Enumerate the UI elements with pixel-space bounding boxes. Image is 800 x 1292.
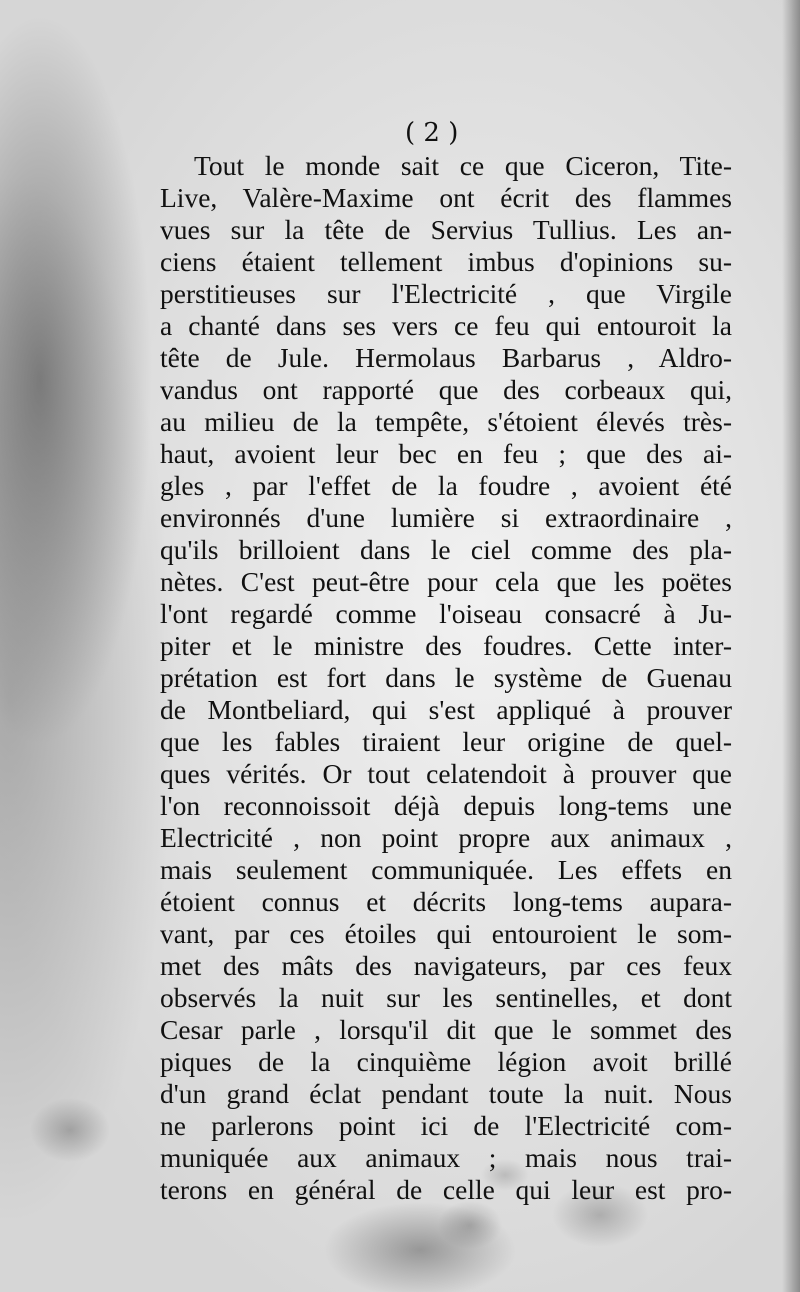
text-line: piques de la cinquième légion avoit brillé — [160, 1046, 732, 1077]
text-line: Tout le monde sait ce que Ciceron, Tite- — [194, 150, 732, 181]
text-line: Cesar parle , lorsqu'il dit que le sommet des — [160, 1014, 732, 1045]
text-line: prétation est fort dans le système de Guenau — [160, 662, 732, 693]
text-line: Live, Valère-Maxime ont écrit des flammes — [160, 182, 732, 213]
text-line: l'on reconnoissoit déjà depuis long-tems une — [160, 790, 732, 821]
text-line: gles , par l'effet de la foudre , avoient été — [160, 470, 732, 501]
text-line: qu'ils brilloient dans le ciel comme des pla- — [160, 534, 732, 565]
text-line: vues sur la tête de Servius Tullius. Les an- — [160, 214, 732, 245]
text-line: Electricité , non point propre aux animaux , — [160, 822, 732, 853]
text-line: perstitieuses sur l'Electricité , que Virgile — [160, 278, 732, 309]
text-line: muniquée aux animaux ; mais nous trai- — [160, 1142, 732, 1173]
text-line: d'un grand éclat pendant toute la nuit. Nous — [160, 1078, 732, 1109]
text-line: vandus ont rapporté que des corbeaux qui, — [160, 374, 732, 405]
text-line: terons en général de celle qui leur est pro- — [160, 1174, 732, 1205]
text-line: mais seulement communiquée. Les effets en — [160, 854, 732, 885]
text-line: observés la nuit sur les sentinelles, et dont — [160, 982, 732, 1013]
page-edge-shadow — [782, 0, 800, 1292]
text-line: met des mâts des navigateurs, par ces feux — [160, 950, 732, 981]
body-text — [160, 150, 732, 1206]
text-line: vant, par ces étoiles qui entouroient le som- — [160, 918, 732, 949]
text-line: ciens étaient tellement imbus d'opinions su- — [160, 246, 732, 277]
text-line: ne parlerons point ici de l'Electricité com- — [160, 1110, 732, 1141]
text-line: nètes. C'est peut-être pour cela que les poëtes — [160, 566, 732, 597]
text-line: a chanté dans ses vers ce feu qui entouroit la — [160, 310, 732, 341]
text-line: que les fables tiraient leur origine de quel- — [160, 726, 732, 757]
text-line: de Montbeliard, qui s'est appliqué à prouver — [160, 694, 732, 725]
text-line: tête de Jule. Hermolaus Barbarus , Aldro- — [160, 342, 732, 373]
text-line: au milieu de la tempête, s'étoient élevés très- — [160, 406, 732, 437]
text-line: piter et le ministre des foudres. Cette inter- — [160, 630, 732, 661]
text-line: étoient connus et décrits long-tems aupara- — [160, 886, 732, 917]
text-line: l'ont regardé comme l'oiseau consacré à Ju- — [160, 598, 732, 629]
text-line: haut, avoient leur bec en feu ; que des ai- — [160, 438, 732, 469]
text-line: environnés d'une lumière si extraordinaire , — [160, 502, 732, 533]
page-number: ( 2 ) — [405, 118, 459, 148]
text-line: ques vérités. Or tout celatendoit à prouver que — [160, 758, 732, 789]
